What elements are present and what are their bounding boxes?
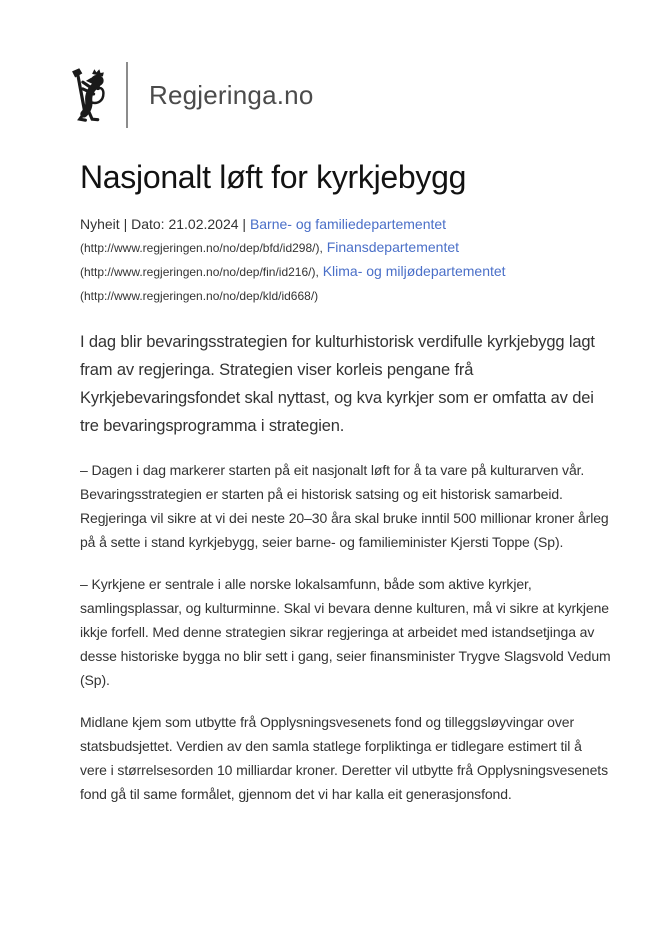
article-meta — [80, 213, 612, 308]
department-link-kld[interactable]: Klima- og miljødepartementet — [322, 263, 506, 280]
article-content — [80, 158, 612, 806]
article-paragraph-1: – Dagen i dag markerer starten på eit nasjonalt løft for å ta vare på kulturarven vår. Bevaringsstrategien er starten på ei historisk satsing og eit historisk samarbeid. Regjeringa vil sikre at vi dei neste 20–30 åra skal bruke inntil 500 millionar kroner årleg på å sette i stand kyrkjebygg, seier barne- og familieminister Kjersti Toppe (Sp). — [80, 462, 609, 551]
department-link-bfd[interactable]: Barne- og familiedepartementet — [249, 216, 447, 233]
article-paragraph-3: Midlane kjem som utbytte frå Opplysningsvesenets fond og tilleggsløyvingar over statsbudsjettet. Verdien av den samla statlege forpliktinga er tidlegare estimert til å vere i størrelsesorden 10 milliardar kroner. Deretter vil utbytte frå Opplysningsvesenets fond gå til same formålet, gjennom det vi har kalla eit generasjonsfond. — [80, 714, 608, 803]
site-logo[interactable] — [70, 62, 314, 128]
department-url-kld: (http://www.regjeringen.no/no/dep/kld/id668/) — [80, 289, 319, 304]
meta-line-2 — [80, 236, 612, 260]
article-paragraph-2: – Kyrkjene er sentrale i alle norske lokalsamfunn, både som aktive kyrkjer, samlingsplassar, og kulturminne. Skal vi bevara denne kulturen, må vi sikre at kyrkjene ikkje forfell. Med denne strategien sikrar regjeringa at arbeidet med istandsetjinga av desse historiske bygga no blir sett i gang, seier finansminister Trygve Slagsvold Vedum (Sp). — [80, 576, 611, 689]
department-url-bfd: (http://www.regjeringen.no/no/dep/bfd/id298/), — [80, 241, 323, 256]
site-logo-text: Regjeringa.no — [149, 79, 314, 110]
article-type-and-date: Nyheit | Dato: 21.02.2024 | — [80, 216, 247, 233]
department-link-fin[interactable]: Finansdepartementet — [326, 239, 460, 256]
article-title: Nasjonalt løft for kyrkjebygg — [80, 159, 467, 195]
site-header — [70, 62, 672, 128]
logo-divider — [126, 62, 128, 128]
article-lead: I dag blir bevaringsstrategien for kulturhistorisk verdifulle kyrkjebygg lagt fram av regjeringa. Strategien viser korleis pengane frå Kyrkjebevaringsfondet skal nyttast, og kva kyrkjer som er omfatta av dei tre bevaringsprogramma i strategien. — [80, 333, 595, 436]
meta-line-3 — [80, 260, 612, 284]
meta-line-4 — [80, 284, 612, 308]
meta-line-1 — [80, 213, 612, 236]
norwegian-lion-icon — [70, 67, 107, 123]
department-url-fin: (http://www.regjeringen.no/no/dep/fin/id216/), — [80, 265, 319, 280]
